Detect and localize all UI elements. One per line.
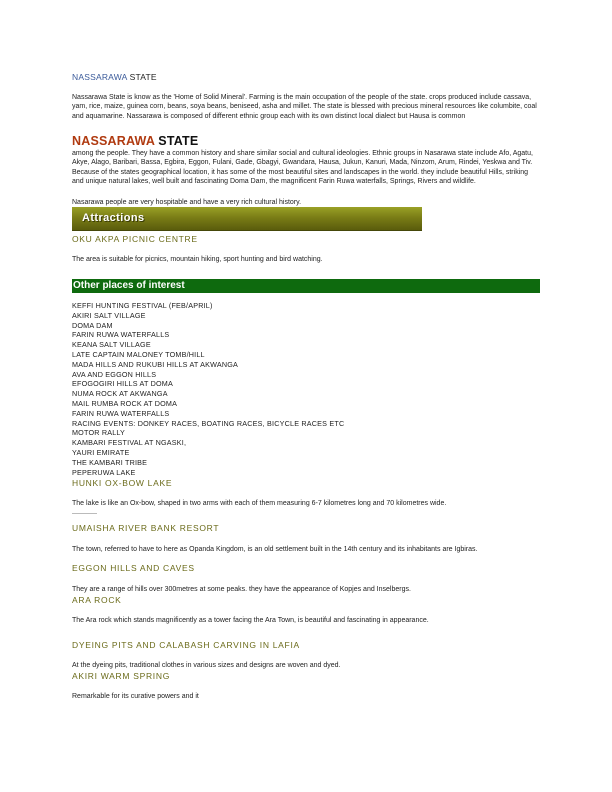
intro-paragraph: Nassarawa State is know as the 'Home of Solid Mineral'. Farming is the main occupation of the people of the state. crops produced include cassava, yam, rice, maize, guinea corn, beans, soya beans, beniseed, asha and millet. The state is blessed with precious mineral resources like columbite, coal and aquamarine. Nassarawa is composed of different ethnic group each with its own distinct local dialect but Hausa is common [72, 94, 537, 120]
eggon-text: They are a range of hills over 300metres at some peaks. they have the appearance of Kopjes and Inselbergs. [72, 586, 411, 593]
page-title-suffix: STATE [129, 72, 157, 82]
list-item: LATE CAPTAIN MALONEY TOMB/HILL [72, 349, 205, 359]
list-item: MAIL RUMBA ROCK AT DOMA [72, 398, 178, 408]
list-item: DOMA DAM [72, 320, 113, 330]
list-item: KEFFI HUNTING FESTIVAL (FEB/APRIL) [72, 301, 213, 310]
umaisha-heading: UMAISHA RIVER BANK RESORT [72, 523, 220, 533]
ara-rock-heading: ARA ROCK [72, 595, 122, 605]
akiri-spring-text: Remarkable for its curative powers and it [72, 693, 199, 700]
list-item: MADA HILLS AND RUKUBI HILLS AT AKWANGA [72, 359, 239, 369]
list-item: AKIRI SALT VILLAGE [72, 310, 146, 320]
list-item: FARIN RUWA WATERFALLS [72, 408, 170, 418]
state-heading [72, 134, 198, 148]
list-item: MOTOR RALLY [72, 428, 126, 438]
attractions-banner-label: Attractions [82, 212, 145, 224]
dyeing-pits-heading: DYEING PITS AND CALABASH CARVING IN LAFIA [72, 640, 300, 650]
ethnic-groups-paragraph: among the people. They have a common history and share similar social and cultural ideologies. Ethnic groups in Nasarawa state include Afo, Agatu, Akye, Alago, Baribari, Bassa, Egbira, Eggon, Fulani, Gade, Gbagyi, Gwandara, Hausa, Jukun, Kanuri, Mada, Ninzom, Arum, Rindei, Yeskwa and Tiv. Because of the states geographical location, it has some of the most beautiful sites and landscapes in the world. they include beautiful Hills, striking and unique natural lakes, well built and fascinating Doma Dam, the magnificent Farin Ruwa waterfalls, Springs, Rivers and wildlife. [72, 150, 533, 185]
divider [72, 513, 97, 514]
places-list [72, 301, 344, 477]
list-item: THE KAMBARI TRIBE [72, 457, 148, 467]
list-item: FARIN RUWA WATERFALLS [72, 330, 170, 340]
attractions-banner [72, 207, 422, 231]
ara-rock-text: The Ara rock which stands magnificently as a tower facing the Ara Town, is beautiful and fascinating in appearance. [72, 617, 429, 624]
list-item: AVA AND EGGON HILLS [72, 369, 157, 379]
list-item: KEANA SALT VILLAGE [72, 340, 151, 350]
oku-akpa-heading: OKU AKPA PICNIC CENTRE [72, 234, 198, 244]
list-item: RACING EVENTS: DONKEY RACES, BOATING RACES, BICYCLE RACES ETC [72, 418, 345, 428]
dyeing-pits-text: At the dyeing pits, traditional clothes in various sizes and designs are woven and dyed. [72, 662, 341, 669]
other-places-banner [72, 279, 540, 293]
eggon-heading: EGGON HILLS AND CAVES [72, 563, 195, 573]
akiri-spring-heading: AKIRI WARM SPRING [72, 671, 171, 681]
umaisha-text: The town, referred to have to here as Opanda Kingdom, is an old settlement built in the 14th century and its inhabitants are Igbiras. [72, 546, 478, 553]
hunki-text: The lake is like an Ox-bow, shaped in two arms with each of them measuring 6-7 kilometres long and 70 kilometres wide. [72, 500, 447, 507]
list-item: YAURI EMIRATE [72, 447, 130, 457]
page-title [72, 72, 157, 82]
state-heading-suffix: STATE [158, 134, 199, 148]
list-item: NUMA ROCK AT AKWANGA [72, 389, 168, 399]
list-item: PEPERUWA LAKE [72, 467, 136, 477]
hospitality-paragraph: Nasarawa people are very hospitable and have a very rich cultural history. [72, 199, 302, 206]
other-places-heading: Other places of interest [73, 280, 185, 291]
page-title-link[interactable]: NASSARAWA [72, 72, 128, 82]
hunki-heading: HUNKI OX-BOW LAKE [72, 478, 173, 488]
state-heading-name: NASSARAWA [72, 134, 155, 148]
list-item: KAMBARI FESTIVAL AT NGASKI, [72, 438, 187, 448]
list-item: EFOGOGIRI HILLS AT DOMA [72, 379, 173, 389]
oku-akpa-text: The area is suitable for picnics, mountain hiking, sport hunting and bird watching. [72, 256, 323, 263]
